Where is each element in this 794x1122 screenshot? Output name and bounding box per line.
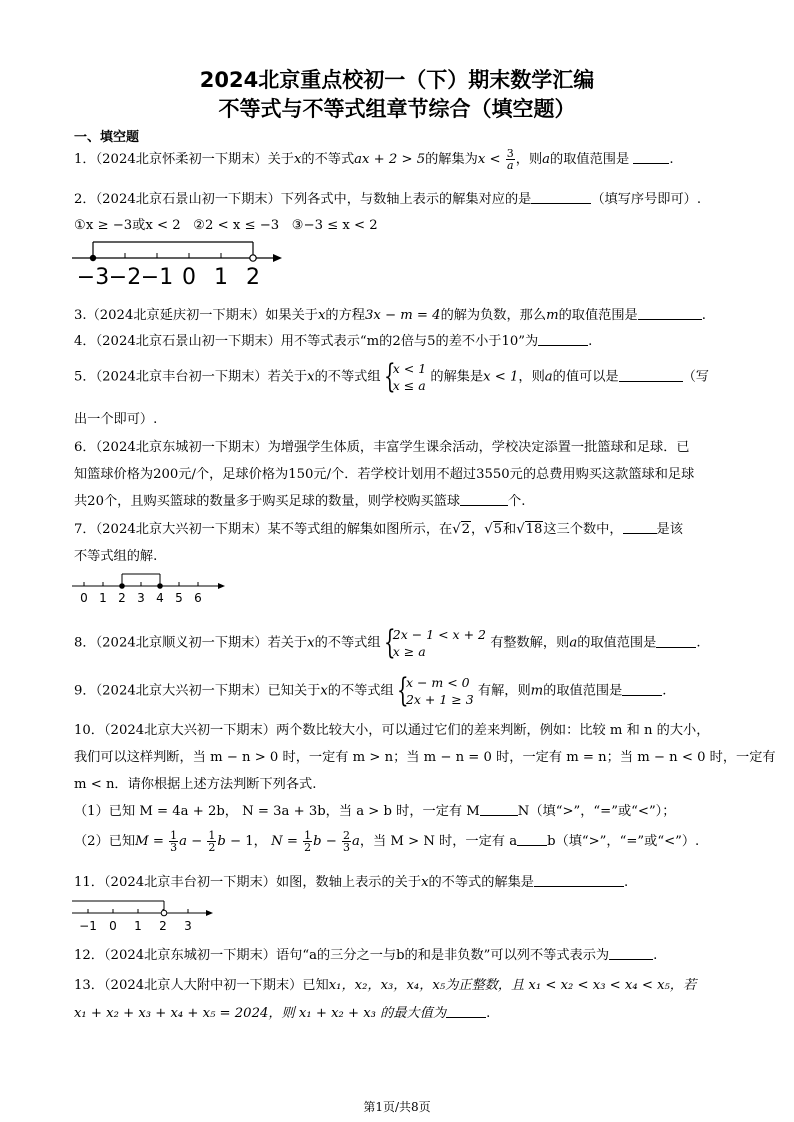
question-7-cont: 不等式组的解. bbox=[74, 549, 158, 564]
q11-tick-label: −1 bbox=[79, 919, 97, 933]
q7-tick-label: 6 bbox=[194, 591, 202, 605]
answer-blank[interactable] bbox=[480, 803, 518, 816]
q7-tick-label: 0 bbox=[80, 591, 88, 605]
question-10-line2: 我们可以这样判断，当 m − n > 0 时，一定有 m > n；当 m − n = 0 时，一定有 m = n；当 m − n < 0 时，一定有 bbox=[74, 750, 776, 765]
question-10-line1: 10．（2024北京大兴初一下期末）两个数比较大小，可以通过它们的差来判断，例如：比较 m 和 n 的大小， bbox=[74, 723, 710, 738]
question-5-cont: 出一个即可）. bbox=[74, 412, 158, 427]
q7-tick-label: 4 bbox=[156, 591, 164, 605]
question-2-options: ①x ≥ −3或x < 2 ②2 < x ≤ −3 ③−3 ≤ x < 2 bbox=[74, 218, 378, 233]
question-2: 2．（2024北京石景山初一下期末）下列各式中，与数轴上表示的解集对应的是 （填写序号即可）. bbox=[74, 192, 702, 207]
question-8: 8．（2024北京顺义初一下期末）若关于x的不等式组 { 2x − 1 < x + 2 x ≥ a 有整数解，则a的取值范围是 . bbox=[74, 622, 701, 661]
question-7: 7．（2024北京大兴初一下期末）某不等式组的解集如图所示，在√2，√5和√18这三个数中， 是该 bbox=[74, 522, 683, 537]
q2-tick-label: −2 bbox=[108, 265, 142, 290]
answer-blank[interactable] bbox=[623, 521, 657, 534]
question-11: 11．（2024北京丰台初一下期末）如图，数轴上表示的关于x的不等式的解集是 . bbox=[74, 875, 629, 890]
answer-blank[interactable] bbox=[517, 833, 547, 846]
q7-tick-label: 3 bbox=[137, 591, 145, 605]
question-3: 3.（2024北京延庆初一下期末）如果关于x的方程3x − m = 4的解为负数，那么m的取值范围是 . bbox=[74, 308, 706, 323]
number-line-q11 bbox=[70, 896, 220, 936]
question-6-line2: 知篮球价格为200元/个，足球价格为150元/个．若学校计划用不超过3550元的总费用购买这款篮球和足球 bbox=[74, 467, 695, 482]
q11-tick-label: 0 bbox=[109, 919, 117, 933]
q7-tick-label: 5 bbox=[175, 591, 183, 605]
q2-tick-label: 0 bbox=[182, 265, 196, 290]
answer-blank[interactable] bbox=[622, 683, 662, 696]
q2-tick-label: −3 bbox=[76, 265, 110, 290]
q2-tick-label: 2 bbox=[246, 265, 260, 290]
question-9: 9．（2024北京大兴初一下期末）已知关于x的不等式组 { x − m < 0 2x + 1 ≥ 3 有解，则m的取值范围是 . bbox=[74, 670, 667, 709]
doc-title: 2024北京重点校初一（下）期末数学汇编 bbox=[199, 68, 595, 92]
answer-blank[interactable] bbox=[460, 493, 508, 506]
answer-blank[interactable] bbox=[619, 369, 683, 382]
q2-tick-label: 1 bbox=[214, 265, 228, 290]
doc-subtitle: 不等式与不等式组章节综合（填空题） bbox=[218, 97, 576, 121]
answer-blank[interactable] bbox=[609, 947, 653, 960]
question-10-part1: （1）已知 M = 4a + 2b， N = 3a + 3b，当 a > b 时，一定有 M N（填“>”，“=”或“<”）； bbox=[74, 804, 676, 819]
q11-tick-label: 2 bbox=[159, 919, 167, 933]
question-1: 1．（2024北京怀柔初一下期末）关于x的不等式ax + 2 > 5的解集为x < $\frac{3}{a}$ ，则a的取值范围是 . bbox=[74, 147, 674, 172]
question-5: 5．（2024北京丰台初一下期末）若关于x的不等式组 { x < 1 x ≤ a 的解集是x < 1，则a的值可以是 （写 bbox=[74, 356, 709, 395]
question-10-part2: （2）已知M = $\frac{1}{3}$ a − $\frac{1}{2}$ b − 1， N = $\frac{1}{2}$ b − $\frac{2}{3}$ a，当 M > N 时，一定有 a b（填“>”，“=”或“<”）. bbox=[74, 829, 700, 854]
q7-tick-label: 1 bbox=[99, 591, 107, 605]
section-heading: 一、填空题 bbox=[74, 130, 140, 145]
question-10-line3: m < n．请你根据上述方法判断下列各式. bbox=[74, 777, 317, 792]
q11-tick-label: 3 bbox=[184, 919, 192, 933]
page-footer: 第1页/共8页 bbox=[363, 1100, 431, 1114]
answer-blank[interactable] bbox=[638, 307, 702, 320]
answer-blank[interactable] bbox=[534, 874, 624, 887]
answer-blank[interactable] bbox=[538, 333, 588, 346]
question-13-line1: 13．（2024北京人大附中初一下期末）已知x₁，x₂，x₃，x₄，x₅为正整数，且 x₁ < x₂ < x₃ < x₄ < x₅，若 bbox=[74, 978, 697, 993]
number-line-q7 bbox=[70, 570, 230, 608]
question-4: 4．（2024北京石景山初一下期末）用不等式表示“m的2倍与5的差不小于10”为 . bbox=[74, 334, 593, 349]
answer-blank[interactable] bbox=[531, 191, 591, 204]
number-line-q2 bbox=[70, 238, 290, 290]
question-6-line1: 6．（2024北京东城初一下期末）为增强学生体质，丰富学生课余活动，学校决定添置一批篮球和足球．已 bbox=[74, 440, 690, 455]
question-13-line2: x₁ + x₂ + x₃ + x₄ + x₅ = 2024，则 x₁ + x₂ + x₃ 的最大值为 . bbox=[74, 1006, 491, 1021]
q7-tick-label: 2 bbox=[118, 591, 126, 605]
answer-blank[interactable] bbox=[633, 151, 669, 164]
question-12: 12．（2024北京东城初一下期末）语句“a的三分之一与b的和是非负数”可以列不等式表示为 . bbox=[74, 948, 658, 963]
answer-blank[interactable] bbox=[656, 635, 696, 648]
q11-tick-label: 1 bbox=[134, 919, 142, 933]
question-6-line3: 共20个，且购买篮球的数量多于购买足球的数量，则学校购买篮球 个. bbox=[74, 494, 526, 509]
q2-tick-label: −1 bbox=[140, 265, 174, 290]
answer-blank[interactable] bbox=[446, 1005, 486, 1018]
